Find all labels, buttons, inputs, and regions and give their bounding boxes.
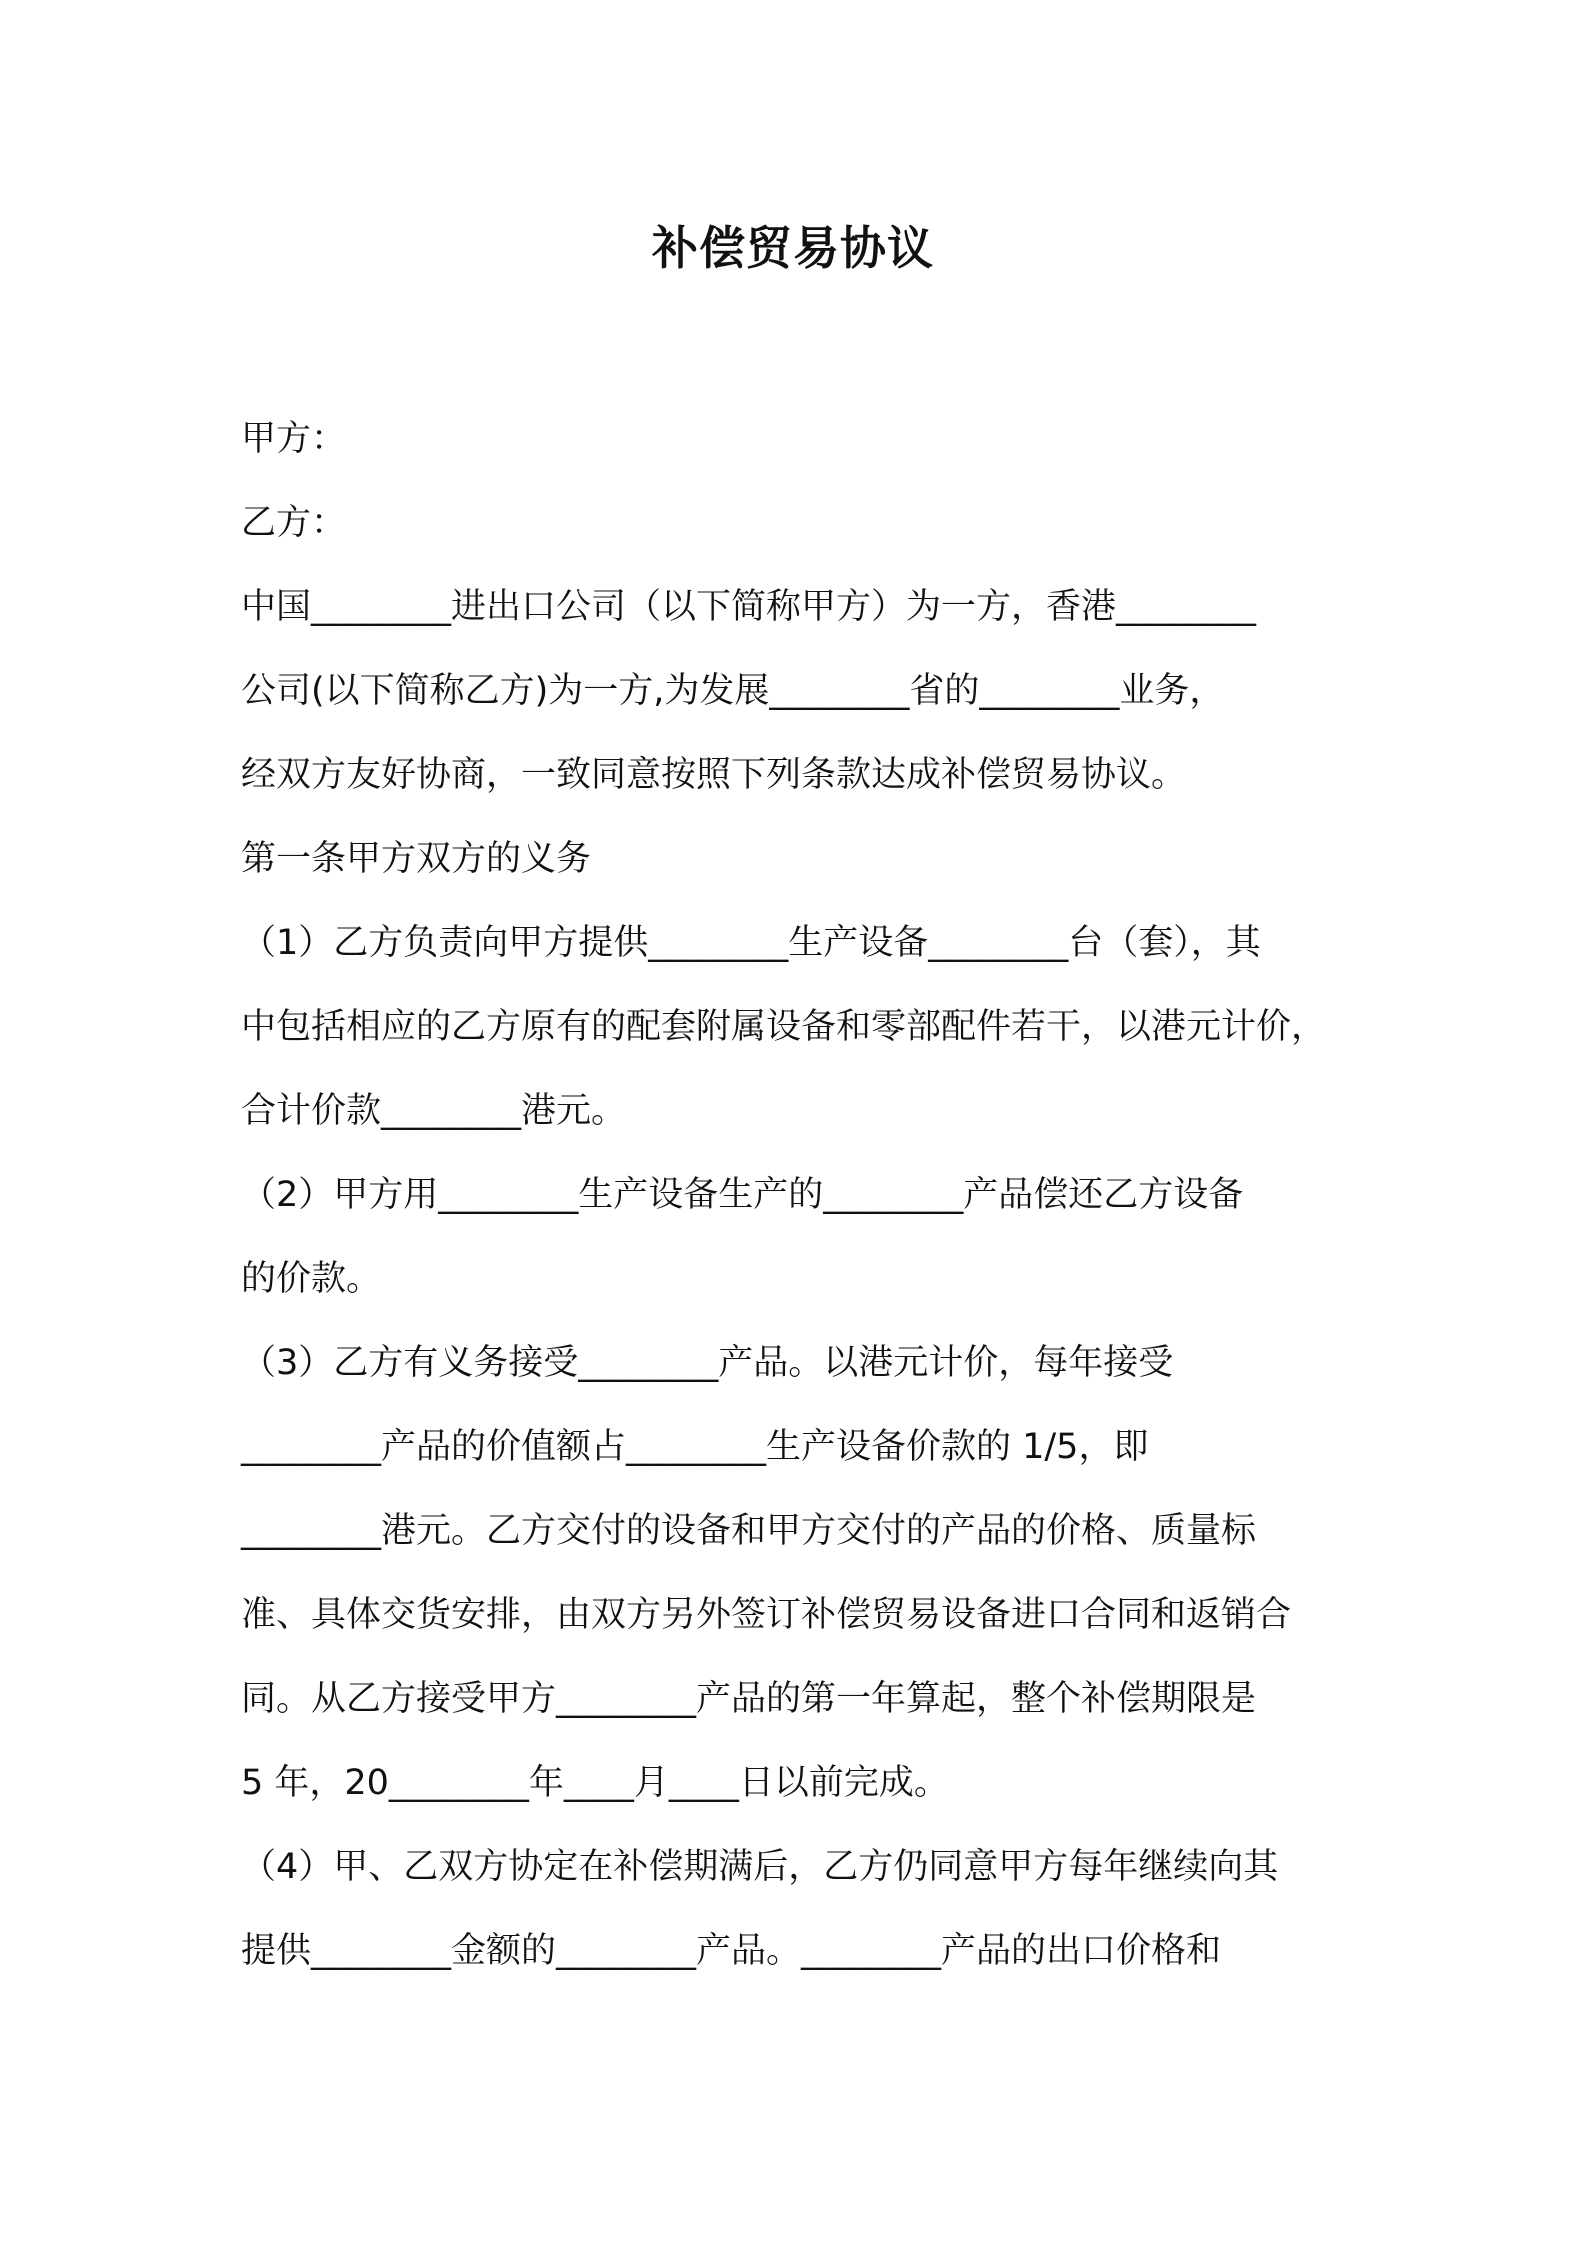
- party-a-line: 甲方：: [241, 419, 347, 459]
- clause-4-line-1: （4）甲、乙双方协定在补偿期满后，乙方仍同意甲方每年继续向其: [241, 1847, 1279, 1887]
- clause-3-line-2: ________产品的价值额占________生产设备价款的 1/5，即: [241, 1427, 1149, 1467]
- article-1-heading: 第一条甲方双方的义务: [241, 839, 592, 879]
- clause-4-line-2: 提供________金额的________产品。________产品的出口价格和: [241, 1931, 1222, 1971]
- document-title: 补偿贸易协议: [652, 221, 934, 275]
- clause-3-line-5: 同。从乙方接受甲方________产品的第一年算起，整个补偿期限是: [241, 1679, 1257, 1719]
- clause-3-line-3: ________港元。乙方交付的设备和甲方交付的产品的价格、质量标: [241, 1511, 1257, 1551]
- clause-3-line-6: 5 年，20________年____月____日以前完成。: [241, 1763, 949, 1803]
- clause-2-line-1: （2）甲方用________生产设备生产的________产品偿还乙方设备: [241, 1175, 1244, 1215]
- clause-1-line-3: 合计价款________港元。: [241, 1091, 627, 1131]
- party-b-line: 乙方：: [241, 503, 347, 543]
- clause-3-line-4: 准、具体交货安排，由双方另外签订补偿贸易设备进口合同和返销合: [241, 1595, 1292, 1635]
- intro-line-3: 经双方友好协商，一致同意按照下列条款达成补偿贸易协议。: [241, 755, 1187, 795]
- clause-1-line-1: （1）乙方负责向甲方提供________生产设备________台（套），其: [241, 923, 1261, 963]
- clause-1-line-2: 中包括相应的乙方原有的配套附属设备和零部配件若干，以港元计价，: [241, 1007, 1327, 1047]
- clause-3-line-1: （3）乙方有义务接受________产品。以港元计价，每年接受: [241, 1343, 1174, 1383]
- intro-line-2: 公司(以下简称乙方)为一方,为发展________省的________业务，: [241, 671, 1225, 711]
- intro-line-1: 中国________进出口公司（以下简称甲方）为一方，香港________: [241, 587, 1257, 627]
- clause-2-line-2: 的价款。: [241, 1259, 382, 1299]
